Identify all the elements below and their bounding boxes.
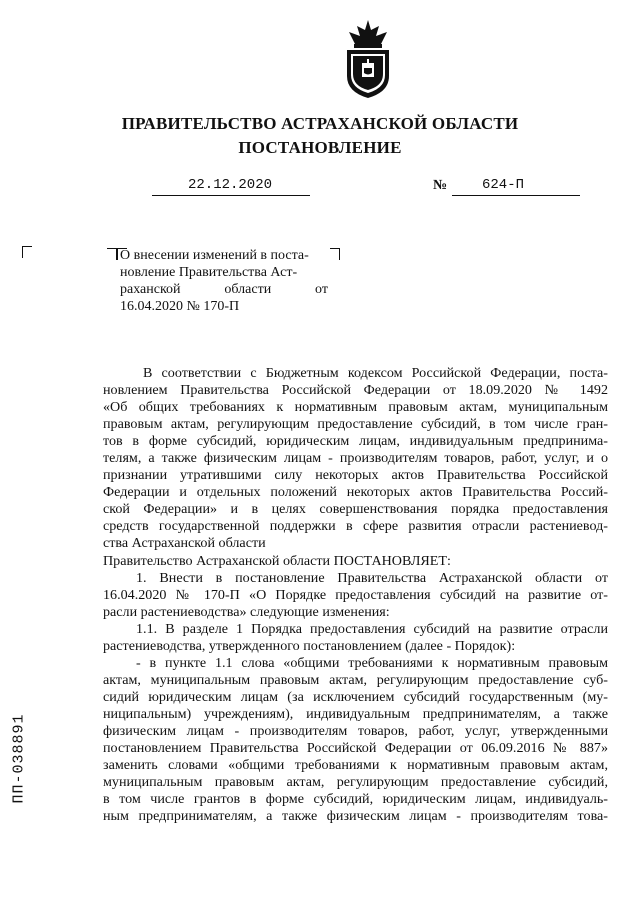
subject-corner-right-mark — [330, 248, 340, 260]
margin-corner-mark — [22, 246, 32, 258]
side-document-code: ПП-038891 — [10, 713, 28, 804]
text-line: В соответствии с Бюджетным кодексом Российской Федерации, поста- — [143, 365, 608, 381]
text-line: телям, а также физическим лицам - производителям товаров, работ, услуг, и о — [103, 450, 608, 467]
text-line: муниципальным правовым актам, регулирующим предоставление субсидий, — [103, 774, 608, 791]
text-line: новлением Правительства Российской Федерации от 18.09.2020 № 1492 — [103, 382, 608, 399]
text-line: тов в форме субсидий, юридическим лицам, индивидуальным предпринима- — [103, 433, 608, 450]
number-underline — [452, 195, 580, 196]
item-1-1-paragraph — [103, 621, 608, 655]
dash-item-paragraph — [103, 655, 608, 825]
document-subject — [120, 247, 328, 315]
text-line: заменить словами «общими требованиями к нормативным правовым актам, — [103, 757, 608, 774]
text-line: постановлением Правительства Российской Федерации от 06.09.2016 № 887» — [103, 740, 608, 757]
text-line: в том числе грантов в форме субсидий, юридическим лицам, индивидуаль- — [103, 791, 608, 808]
text-line: ства Астраханской области — [103, 535, 266, 552]
subject-line — [120, 281, 328, 298]
date-underline — [152, 195, 310, 196]
text-line: растениеводства, утвержденного постановлением (далее - Порядок): — [103, 637, 516, 654]
text-line: средств государственной поддержки в сфере развития отрасли растениевод- — [103, 518, 608, 535]
text-line: 16.04.2020 № 170-П «О Порядке предоставления субсидий на развитие от- — [103, 586, 608, 603]
text-line: «Об общих требованиях к нормативным правовым актам, муниципальным — [103, 399, 608, 416]
text-line: актам, муниципальным правовым актам, регулирующим предоставление суб- — [103, 671, 608, 688]
item-1-paragraph — [103, 570, 608, 621]
subject-line: новление Правительства Аст- — [120, 265, 298, 280]
subject-line: О внесении изменений в поста- — [120, 248, 309, 263]
preamble-paragraph — [103, 365, 608, 553]
text-line: Федерации и отдельных положений некоторых актов Правительства Россий- — [103, 484, 608, 501]
text-line: 1.1. В разделе 1 Порядка предоставления субсидий на развитие отрасли — [136, 620, 608, 637]
government-title: ПРАВИТЕЛЬСТВО АСТРАХАНСКОЙ ОБЛАСТИ — [121, 114, 519, 133]
subject-line-part: от — [315, 282, 328, 297]
document-body — [103, 365, 608, 825]
document-number: 624-П — [482, 177, 525, 193]
decree-line: Правительство Астраханской области ПОСТАНОВЛЯЕТ: — [103, 552, 451, 569]
text-line: - в пункте 1.1 слова «общими требованиями к нормативным правовым — [136, 654, 608, 671]
text-line: физическим лицам - производителям товаров, работ, услуг, утвержденными — [103, 722, 608, 739]
subject-corner-left-mark — [107, 248, 117, 260]
text-line: ской Федерации» и в целях совершенствования порядка предоставления — [103, 501, 608, 518]
text-line: расли растениеводства» следующие изменения: — [103, 603, 390, 620]
text-line: 1. Внести в постановление Правительства Астраханской области от — [136, 569, 608, 586]
text-line: ным предпринимателям, а также физическим лицам - производителям това- — [103, 808, 608, 825]
subject-line-part: области — [224, 282, 272, 297]
subject-line-part: раханской — [120, 282, 181, 297]
number-sign: № — [433, 178, 448, 193]
document-type-title: ПОСТАНОВЛЕНИЕ — [238, 138, 402, 157]
document-date: 22.12.2020 — [188, 177, 273, 193]
text-line: ниципальным) учреждениям), индивидуальным предпринимателям, а также — [103, 705, 608, 722]
text-line: правовым актам, регулирующим предоставление субсидий, в том числе гран- — [103, 416, 608, 433]
text-line: признании утратившими силу некоторых актов Правительства Российской — [103, 467, 608, 484]
coat-of-arms-emblem — [343, 18, 393, 100]
subject-line: 16.04.2020 № 170-П — [120, 299, 240, 314]
text-line: сидий юридическим лицам (за исключением субсидий государственным (му- — [103, 688, 608, 705]
